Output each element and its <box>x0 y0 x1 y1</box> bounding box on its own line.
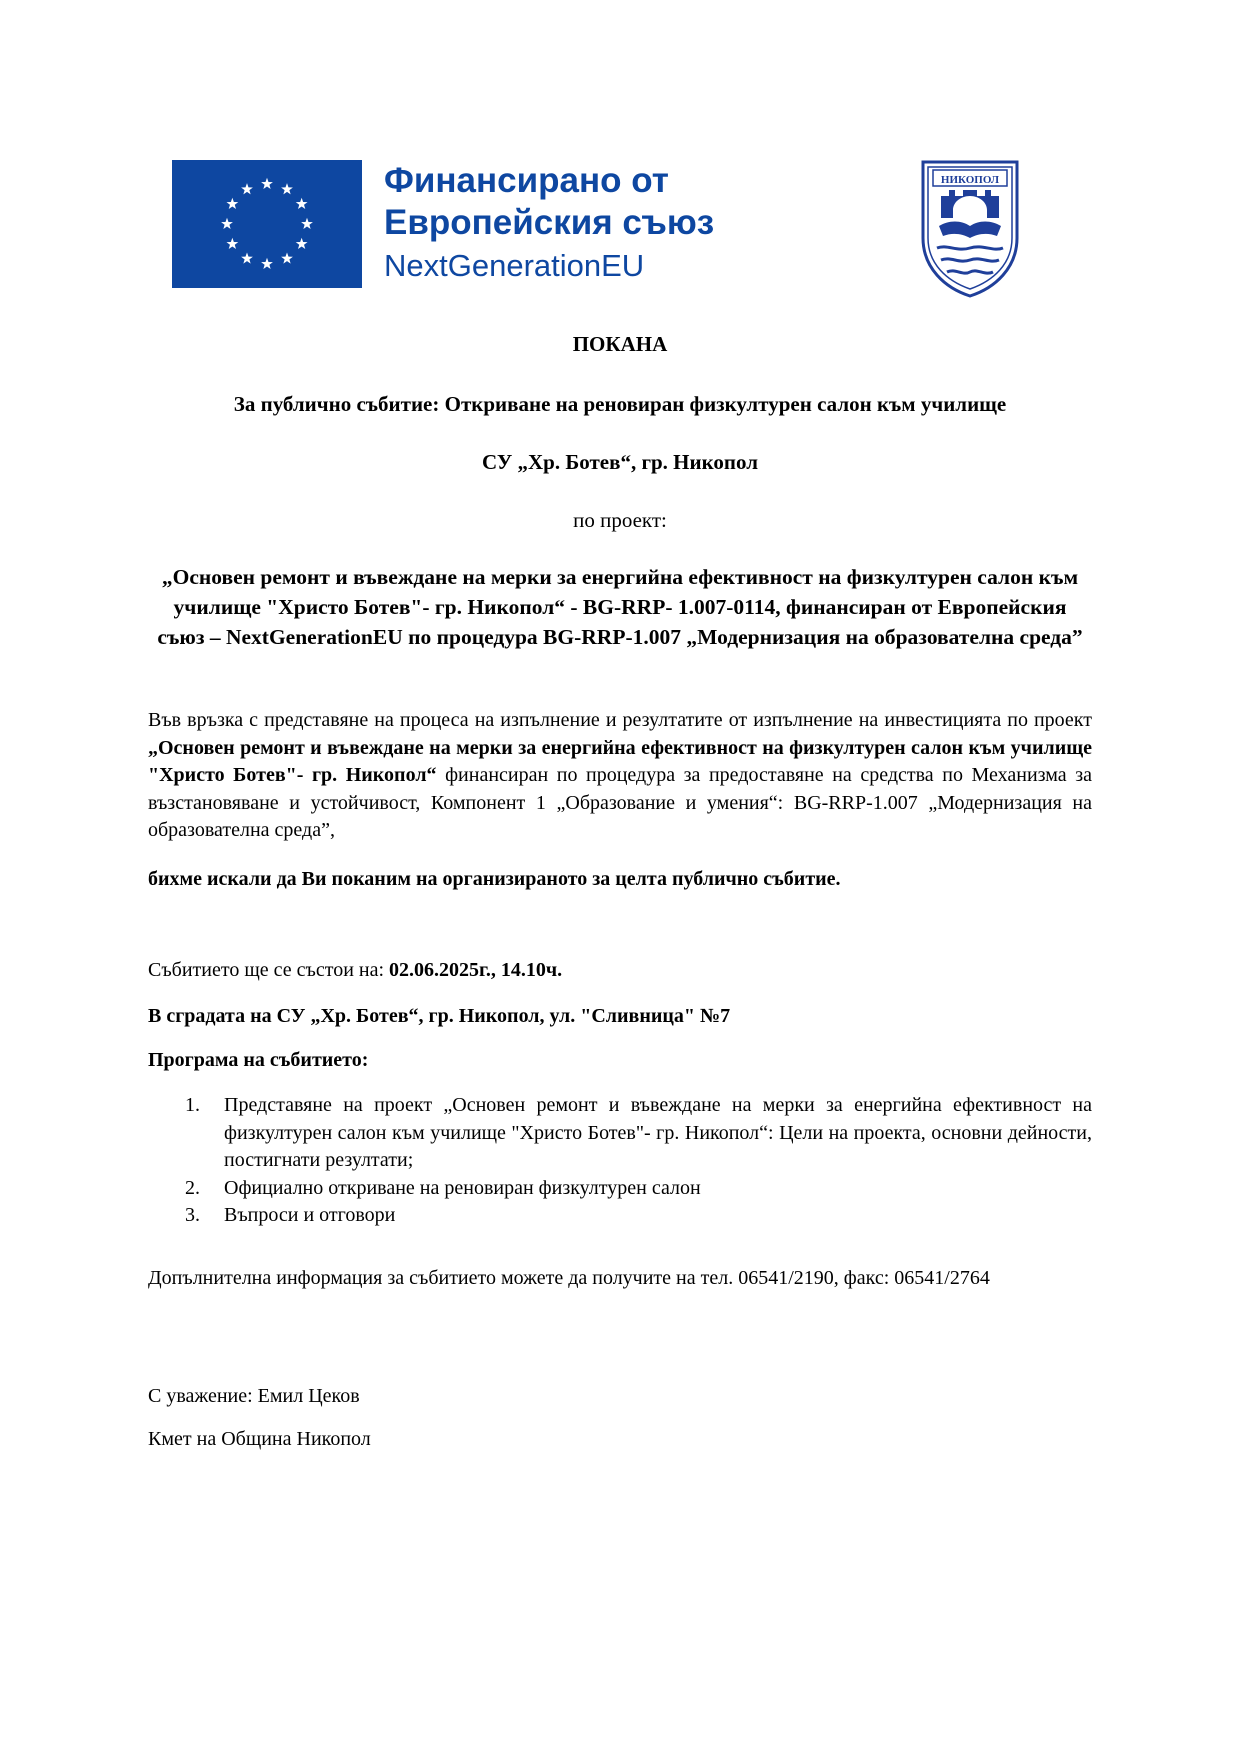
program-item-number: 2. <box>185 1176 200 1199</box>
eu-funding-line3: NextGenerationEU <box>384 248 645 283</box>
program-heading: Програма на събитието: <box>148 1049 369 1071</box>
program-item-text: Официално откриване на реновиран физкултурен салон <box>224 1176 701 1199</box>
signatory-title: Кмет на Община Никопол <box>148 1428 371 1450</box>
eu-star-icon <box>226 198 238 209</box>
program-item-number: 3. <box>185 1204 200 1226</box>
contact-info: Допълнителна информация за събитието можете да получите на тел. 06541/2190, факс: 06541/2764 <box>148 1267 990 1289</box>
event-date-label: Събитието ще се състои на: <box>148 959 390 981</box>
eu-flag-icon <box>172 160 362 288</box>
eu-star-icon <box>296 238 308 249</box>
intro-text-part2: финансиран по процедура за предоставяне на средства по Механизма за възстановяване и устойчивост, Компонент 1 „Образование и умения“: BG-RRP-1.007 „Модернизация на образователна среда”, <box>148 764 1092 841</box>
eu-stars <box>221 178 313 269</box>
event-date-value: 02.06.2025г., 14.10ч. <box>389 959 563 981</box>
eu-star-icon <box>296 198 308 209</box>
event-location: В сградата на СУ „Хр. Ботев“, гр. Никопол, ул. "Сливница" №7 <box>148 1005 731 1027</box>
eu-star-icon <box>281 183 293 194</box>
intro-paragraph <box>148 707 1092 845</box>
event-date <box>148 957 1092 985</box>
invitation-title: ПОКАНА <box>572 332 668 356</box>
eu-funding-line1: Финансирано от <box>384 161 669 200</box>
eu-star-icon <box>261 178 273 189</box>
invitation-sentence: бихме искали да Ви поканим на организираното за целта публично събитие. <box>148 868 841 890</box>
eu-star-icon <box>241 252 253 263</box>
signature-line: С уважение: Емил Цеков <box>148 1385 360 1407</box>
program-item <box>148 1175 1092 1203</box>
program-list <box>148 1092 1092 1230</box>
nikopol-crest-icon <box>919 156 1021 300</box>
project-title: „Основен ремонт и въвеждане на мерки за енергийна ефективност на физкултурен салон към училище "Христо Ботев"- гр. Никопол“ - BG-RRP- 1.007-0114, финансиран от Европейския съюз – NextGenerationEU по процедура BG-RRP-1.007 „Модернизация на образователна среда” <box>157 565 1083 649</box>
program-item-text: Представяне на проект „Основен ремонт и въвеждане на мерки за енергийна ефективност на физкултурен салон към училище "Христо Ботев"- гр. Никопол“: Цели на проекта, основни дейности, постигнати резултати; <box>224 1094 1092 1171</box>
eu-funding-text <box>384 160 714 288</box>
eu-star-icon <box>221 218 233 229</box>
eu-star-icon <box>241 183 253 194</box>
eu-star-icon <box>281 252 293 263</box>
crest-label: НИКОПОЛ <box>940 174 1000 186</box>
program-item-text: Въпроси и отговори <box>224 1204 396 1226</box>
school-name: СУ „Хр. Ботев“, гр. Никопол <box>481 450 759 474</box>
eu-funding-logo <box>172 160 767 288</box>
eu-star-icon <box>261 258 273 269</box>
eu-star-icon <box>226 238 238 249</box>
intro-project-name: „Основен ремонт и въвеждане на мерки за енергийна ефективност на физкултурен салон към училище "Христо Ботев"- гр. Никопол“ <box>148 736 1092 786</box>
program-item <box>148 1202 1092 1230</box>
event-subtitle: За публично събитие: Откриване на реновиран физкултурен салон към училище <box>233 392 1007 416</box>
eu-star-icon <box>301 218 313 229</box>
intro-text-part1: Във връзка с представяне на процеса на изпълнение и резултатите от изпълнение на инвестицията по проект <box>148 709 1092 731</box>
eu-funding-line2: Европейския съюз <box>384 203 715 242</box>
project-intro: по проект: <box>573 508 667 532</box>
program-item-number: 1. <box>185 1094 200 1116</box>
program-item <box>148 1092 1092 1175</box>
